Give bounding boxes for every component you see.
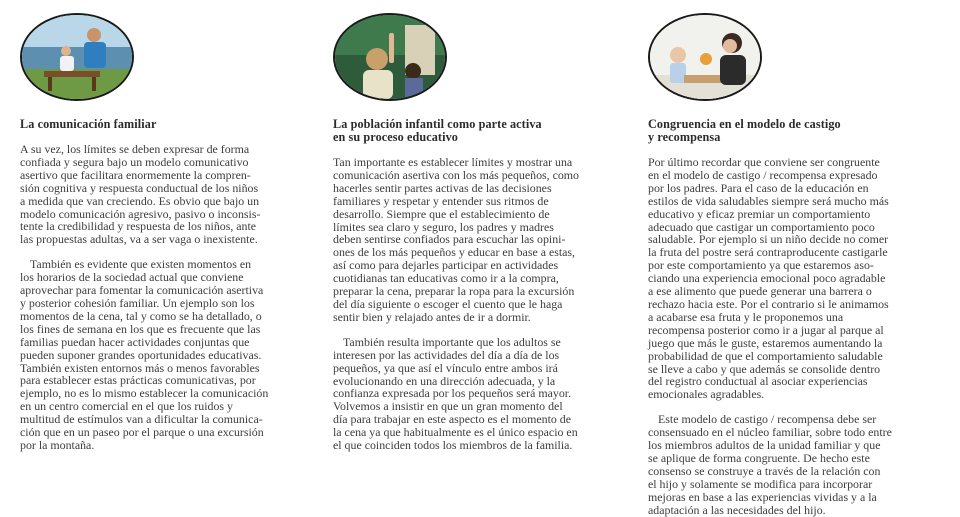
classroom-photo-icon: [335, 15, 445, 99]
paragraph: Por último recordar que conviene ser congruente en el modelo de castigo / recompensa expresado por los padres. Para el caso de la educación en estilos de vida saludables siempre será mucho más educativo y eficaz premiar un comportamiento adecuado que castigar un comportamiento poco saludable. Por ejemplo si un niño decide no comer la fruta del postre será contraproducente castigarle por este comportamiento ya que estaremos aso- ciando una experiencia emocional poco agradable a ese alimento que puede generar una barrera o rechazo hacia este. Por el contrario si le animamos a acabarse esa fruta y le proponemos una recompensa posterior como ir a jugar al parque al juego que más le guste, estaremos aumentando la probabilidad de que el comportamiento saludable se lleve a cabo y que además se consolide dentro del registro conductual al asociar experiencias emocionales agradables.: [648, 155, 889, 402]
paragraph: Tan importante es establecer límites y mostrar una comunicación asertiva con los más pequeños, como hacerles sentir partes activas de las decisiones familiares y respetar y entender sus ritmos de desarrollo. Siempre que el establecimiento de límites sea claro y seguro, los padres y madres deben sentirse confiados para escuchar las opini- ones de los más pequeños y educar en base a estas, así como para dejarles participar en actividades cuotidianas tan educativas como ir a la compra, preparar la cena, preparar la ropa para la excursión del día siguiente o escoger el cuento que le haga sentir bien y relajado antes de ir a dormir.: [333, 155, 579, 324]
family-park-photo-icon: [22, 15, 132, 99]
section-title: Congruencia en el modelo de castigo y recompensa: [648, 117, 841, 144]
paragraph: También es evidente que existen momentos en los horarios de la sociedad actual que conviene aprovechar para fomentar la comunicación asertiva y posterior cohesión familiar. Un ejemplo son los momentos de la cena, tal y como se ha detallado, o los fines de semana en los que es frecuente que las familias puedan hacer actividades conjuntas que pueden suponer grandes oportunidades educativas. También existen entornos más o menos favorables para establecer estas prácticas comunicativas, por ejemplo, no es lo mismo establecer la comunicación en un centro comercial en el que los ruidos y multitud de estímulos van a dificultar la comunica- ción que en un paseo por el parque o una excursión por la montaña.: [20, 257, 269, 452]
classroom-photo: [333, 13, 447, 101]
section-title: La comunicación familiar: [20, 117, 157, 131]
paragraph: También resulta importante que los adultos se interesen por las actividades del día a día de los pequeños, ya que así el vínculo entre ambos irá evolucionando en una dirección adecuada, y la confianza expresada por los pequeños será mayor. Volvemos a insistir en que un gran momento del día para trabajar en este aspecto es el momento de la cena ya que habitualmente es el único espacio en el que coinciden todos los miembros de la familia.: [333, 334, 578, 453]
mother-child-photo: [648, 13, 762, 101]
section-title: La población infantil como parte activa en su proceso educativo: [333, 117, 542, 144]
mother-child-photo-icon: [650, 15, 760, 99]
paragraph: Este modelo de castigo / recompensa debe ser consensuado en el núcleo familiar, sobre todo entre los miembros adultos de la unidad familiar y que se aplique de forma congruente. De hecho este consenso se construye a través de la relación con el hijo y solamente se modifica para incorporar mejoras en base a las experiencias vividas y a la adaptación a las necesidades del hijo.: [648, 412, 892, 517]
column-punishment-reward: [648, 118, 953, 516]
column-active-children: [333, 118, 638, 452]
paragraph: A su vez, los límites se deben expresar de forma confiada y segura bajo un modelo comunicativo asertivo que facilitara enormemente la compren- sión cognitiva y respuesta conductual de los niños a medida que van creciendo. Es obvio que bajo un modelo comunicación agresivo, pasivo o inconsis- tente la credibilidad y respuesta de los niños, ante las propuestas adultas, va a ser vaga o inexistente.: [20, 142, 261, 247]
family-park-photo: [20, 13, 134, 101]
column-family-communication: [20, 118, 320, 452]
